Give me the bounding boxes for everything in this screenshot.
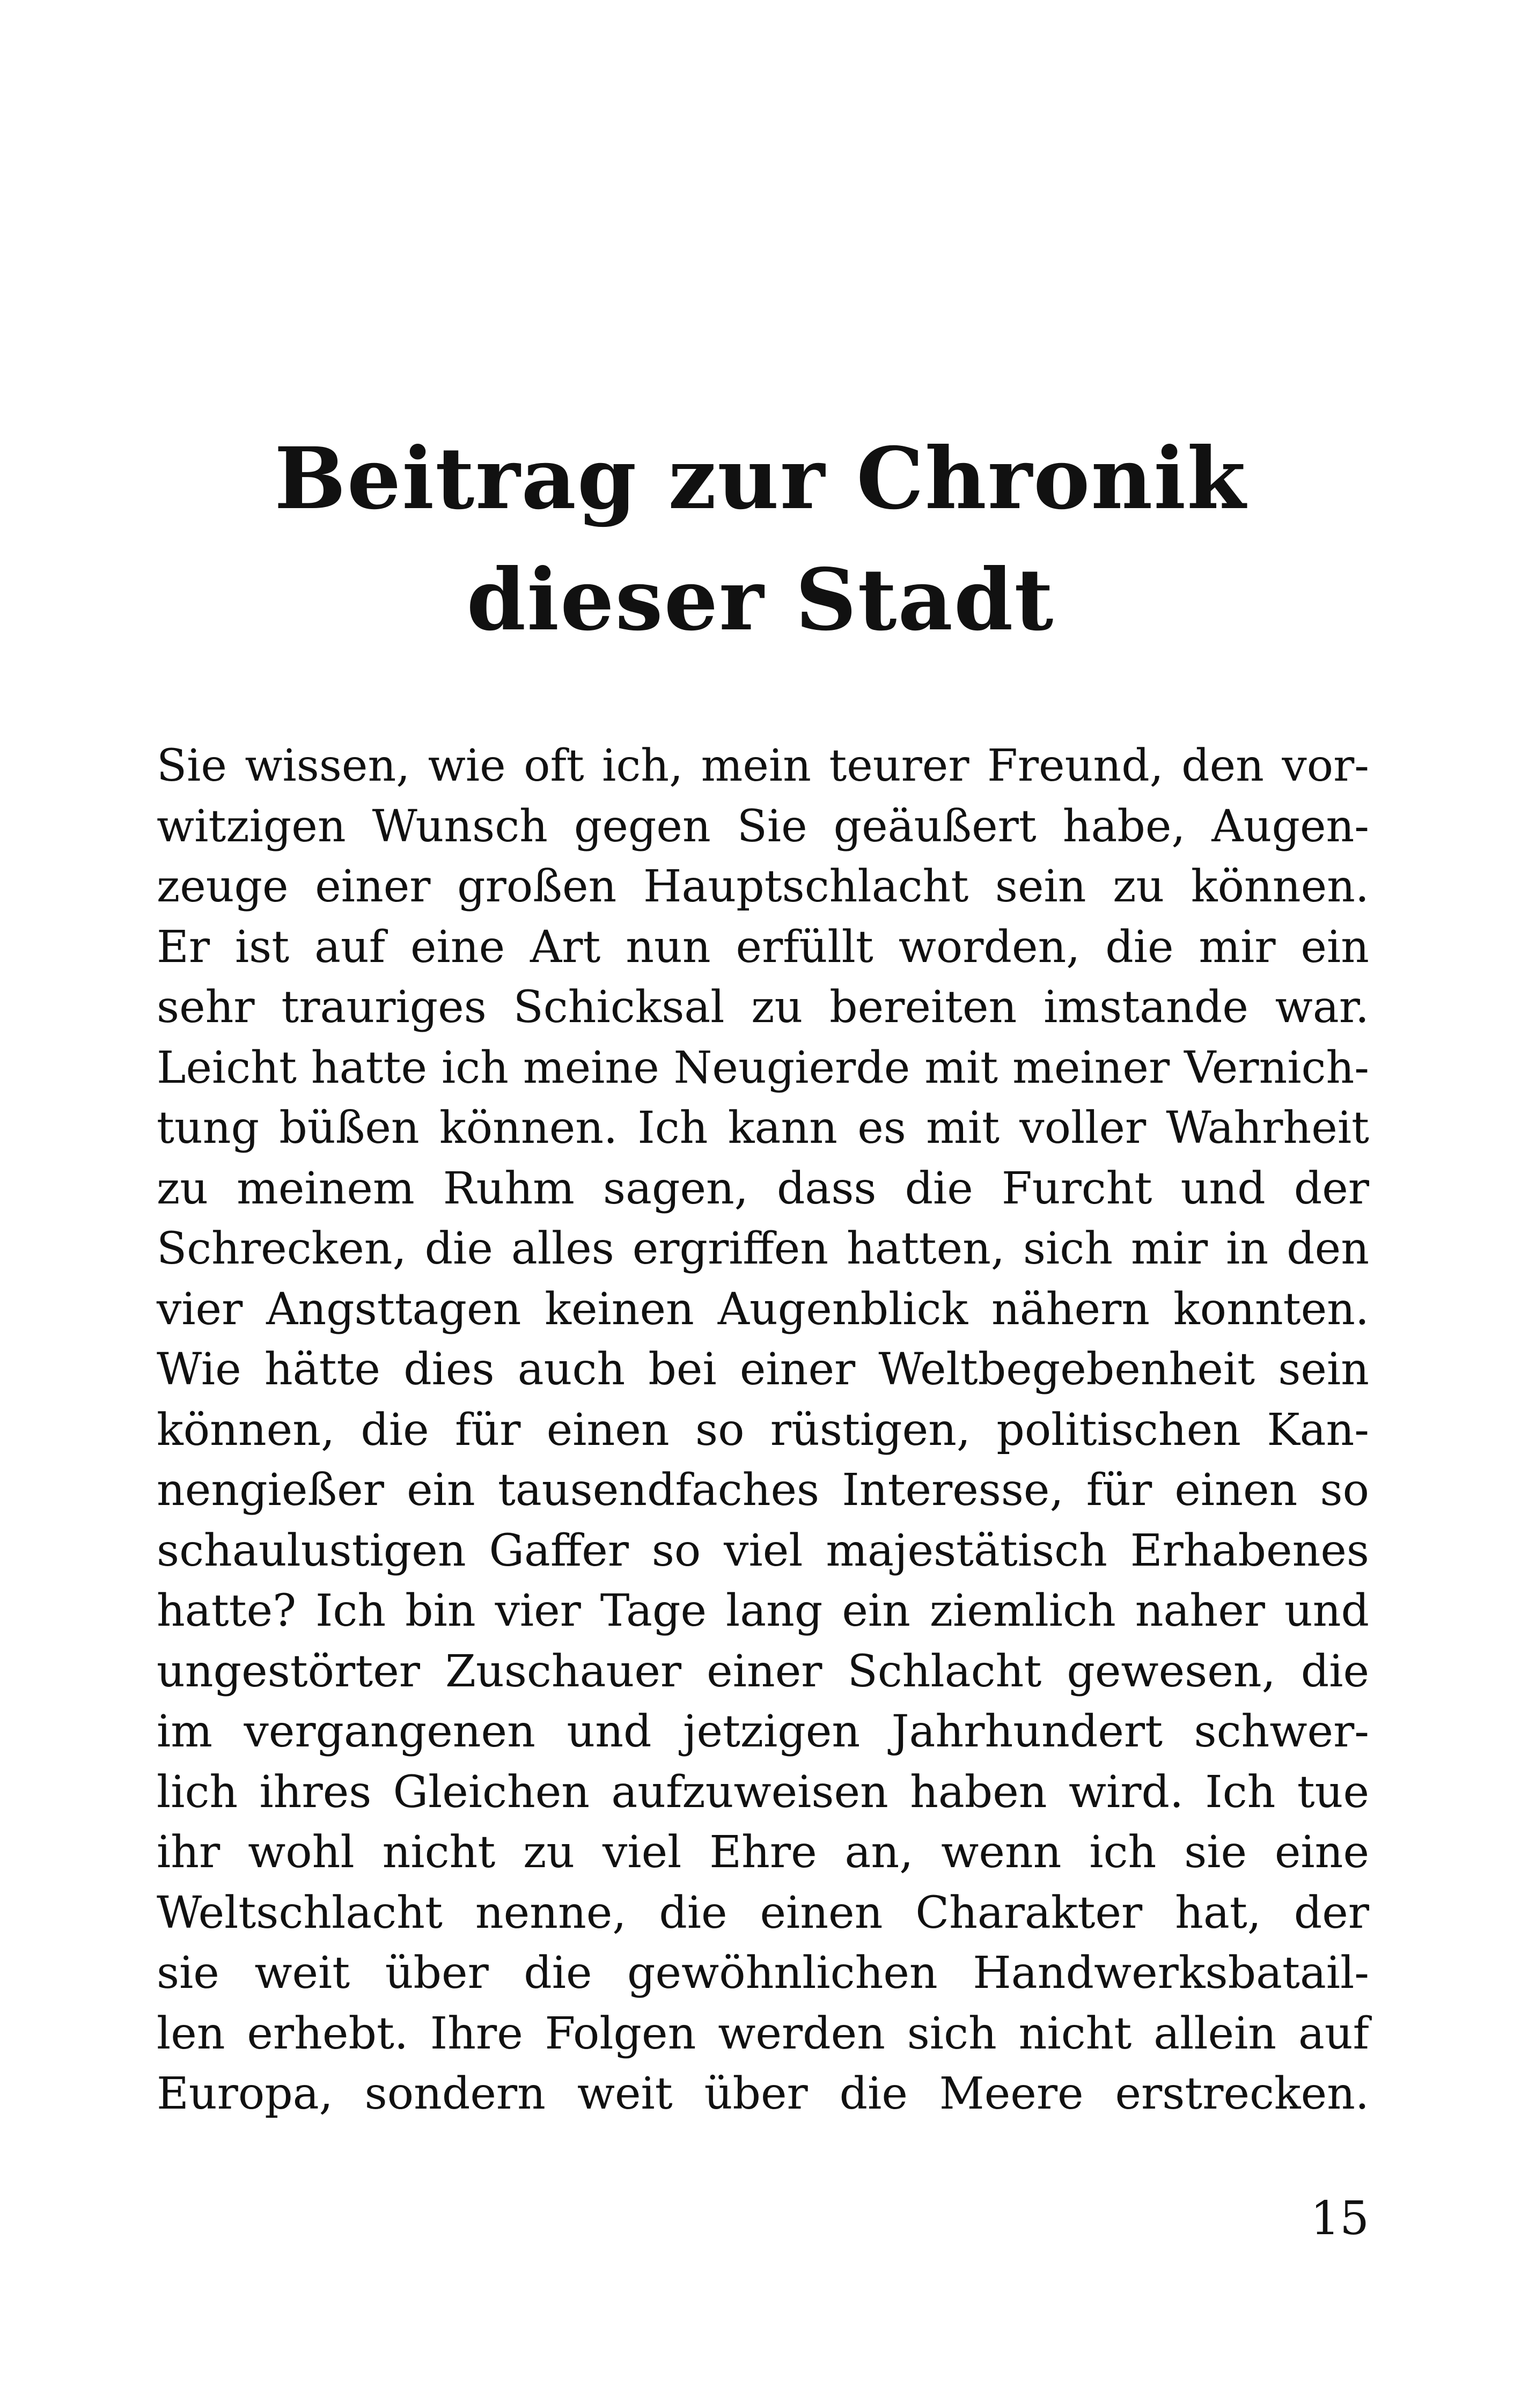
- page-number: 15: [1310, 2192, 1369, 2245]
- text-line: len erhebt. Ihre Folgen werden sich nicht allein auf: [157, 2008, 1369, 2059]
- text-line: ungestörter Zuschauer einer Schlacht gewesen, die: [157, 1646, 1369, 1697]
- text-line: nengießer ein tausendfaches Interesse, für einen so: [157, 1465, 1369, 1516]
- chapter-title-line-2: dieser Stadt: [466, 550, 1055, 650]
- text-line: vier Angsttagen keinen Augenblick nähern konnten.: [157, 1283, 1369, 1335]
- text-line: im vergangenen und jetzigen Jahrhundert schwer-: [157, 1706, 1369, 1757]
- chapter-title: [0, 419, 1521, 661]
- text-line: Er ist auf eine Art nun erfüllt worden, die mir ein: [157, 921, 1369, 973]
- text-line: Schrecken, die alles ergriffen hatten, sich mir in den: [157, 1223, 1369, 1274]
- text-line: Wie hätte dies auch bei einer Weltbegebenheit sein: [157, 1344, 1369, 1395]
- text-line: ihr wohl nicht zu viel Ehre an, wenn ich sie eine: [157, 1827, 1369, 1878]
- text-line: Leicht hatte ich meine Neugierde mit meiner Vernich-: [157, 1042, 1369, 1093]
- text-line: Sie wissen, wie oft ich, mein teurer Freund, den vor-: [157, 740, 1369, 791]
- text-line: sie weit über die gewöhnlichen Handwerksbatail-: [157, 1948, 1369, 1999]
- text-line: können, die für einen so rüstigen, politischen Kan-: [157, 1404, 1369, 1456]
- body-paragraph: [157, 736, 1369, 2125]
- text-line: Weltschlacht nenne, die einen Charakter hat, der: [157, 1887, 1369, 1939]
- text-line: lich ihres Gleichen aufzuweisen haben wird. Ich tue: [157, 1766, 1369, 1818]
- text-line: Europa, sondern weit über die Meere erstrecken.: [157, 2068, 1369, 2119]
- chapter-title-line-1: Beitrag zur Chronik: [274, 429, 1247, 528]
- text-line: zu meinem Ruhm sagen, dass die Furcht und der: [157, 1163, 1369, 1214]
- text-line: sehr trauriges Schicksal zu bereiten imstande war.: [157, 982, 1369, 1033]
- text-line: zeuge einer großen Hauptschlacht sein zu können.: [157, 861, 1369, 912]
- text-line: tung büßen können. Ich kann es mit voller Wahrheit: [157, 1103, 1369, 1154]
- text-line: witzigen Wunsch gegen Sie geäußert habe, Augen-: [157, 801, 1369, 852]
- text-line: hatte? Ich bin vier Tage lang ein ziemlich naher und: [157, 1585, 1369, 1636]
- text-line: schaulustigen Gaffer so viel majestätisch Erhabenes: [157, 1525, 1369, 1576]
